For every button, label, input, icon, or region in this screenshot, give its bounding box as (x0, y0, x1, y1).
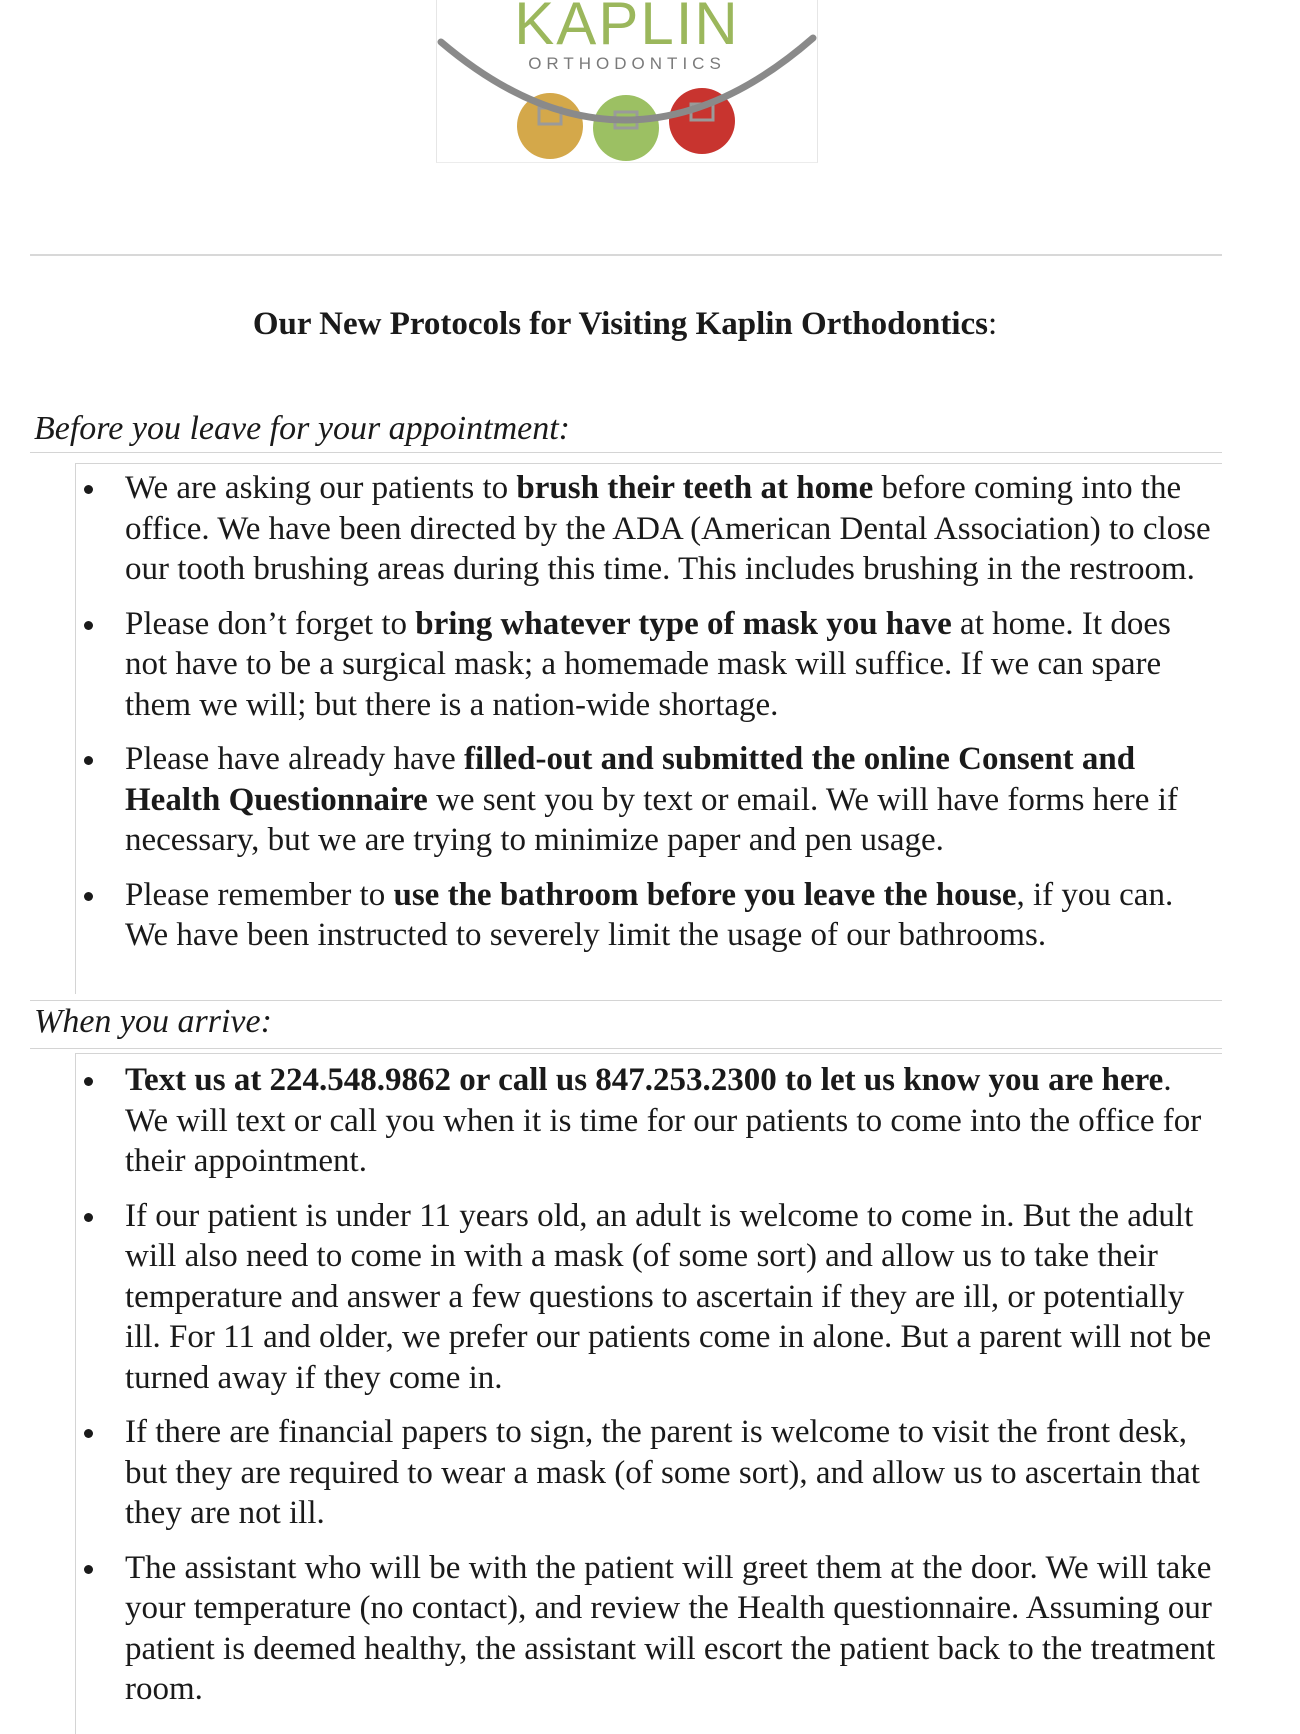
list-item (76, 1548, 1222, 1710)
list-item (76, 1412, 1222, 1534)
item-text: Please remember to (125, 876, 394, 913)
document-title-text: Our New Protocols for Visiting Kaplin Orthodontics (252, 306, 989, 342)
section-divider (30, 1048, 1222, 1049)
list-item (76, 1060, 1222, 1182)
list-item (76, 1196, 1222, 1399)
document-title (0, 306, 1250, 343)
item-text: The assistant who will be with the patient will greet them at the door. We will take your temperature (no contact), and review the Health questionnaire. Assuming our patient is deemed healthy, the assistant will escort the patient back to the treatment room. (125, 1549, 1216, 1707)
list-item (76, 739, 1222, 861)
logo-subtitle: ORTHODONTICS (528, 54, 726, 73)
item-text: . We will text or call you when it is time for our patients to come into the office for their appointment. (125, 1062, 1202, 1179)
item-text: We are asking our patients to (125, 470, 517, 506)
bullet-icon (84, 1565, 93, 1574)
list-item (76, 468, 1222, 590)
item-emphasis: use the bathroom before you leave the house (393, 876, 1017, 913)
item-text: we sent you by text or email. We will have forms here if necessary, but we are trying to minimize paper and pen usage. (125, 781, 1178, 858)
item-text: , if you can. We have been instructed to severely limit the usage of our bathrooms. (125, 876, 1174, 953)
logo-wordmark: KAPLIN (514, 0, 740, 57)
bracket-dot-left (517, 93, 583, 159)
list-item (76, 875, 1222, 956)
bullet-icon (84, 1077, 93, 1086)
section-divider (30, 452, 1222, 453)
section-divider (30, 1000, 1222, 1001)
kaplin-orthodontics-logo (436, 0, 818, 163)
item-text: Please don’t forget to (125, 605, 416, 642)
bullet-icon (84, 756, 93, 765)
item-text: If our patient is under 11 years old, an adult is welcome to come in. But the adult will also need to come in with a mask (of some sort) and allow us to take their temperature and answer a few questions to ascertain if they are ill, or potentially ill. For 11 and older, we prefer our patients come in alone. But a parent will not be turned away if they come in. (125, 1197, 1212, 1396)
section-heading-before-appointment: Before you leave for your appointment: (34, 410, 570, 447)
section-list-when-you-arrive (75, 1053, 1222, 1734)
bullet-icon (84, 892, 93, 901)
bullet-icon (84, 621, 93, 630)
item-emphasis: filled-out and submitted the online Consent and Health Questionnaire (125, 741, 1136, 818)
logo-graphic (437, 0, 817, 162)
item-text: Please have already have (125, 741, 464, 777)
bullet-icon (84, 1213, 93, 1222)
item-text: at home. It does not have to be a surgical mask; a homemade mask will suffice. If we can spare them we will; but there is a nation-wide shortage. (125, 605, 1171, 723)
item-text: before coming into the office. We have been directed by the ADA (American Dental Association) to close our tooth brushing areas during this time. This includes brushing in the restroom. (125, 470, 1211, 587)
item-emphasis: Text us at 224.548.9862 or call us 847.253.2300 to let us know you are here (125, 1062, 1164, 1098)
bullet-list (76, 464, 1222, 956)
list-item (76, 604, 1222, 726)
header-divider (30, 254, 1222, 256)
item-emphasis: bring whatever type of mask you have (415, 605, 952, 642)
document-title-colon: : (988, 306, 998, 342)
bullet-icon (84, 1429, 93, 1438)
section-list-before-appointment (75, 463, 1222, 994)
item-emphasis: brush their teeth at home (516, 470, 874, 506)
bullet-icon (84, 485, 93, 494)
section-heading-when-you-arrive: When you arrive: (34, 1003, 272, 1040)
item-text: If there are financial papers to sign, the parent is welcome to visit the front desk, but they are required to wear a mask (of some sort), and allow us to ascertain that they are not ill. (125, 1414, 1200, 1531)
bullet-list (76, 1054, 1222, 1710)
